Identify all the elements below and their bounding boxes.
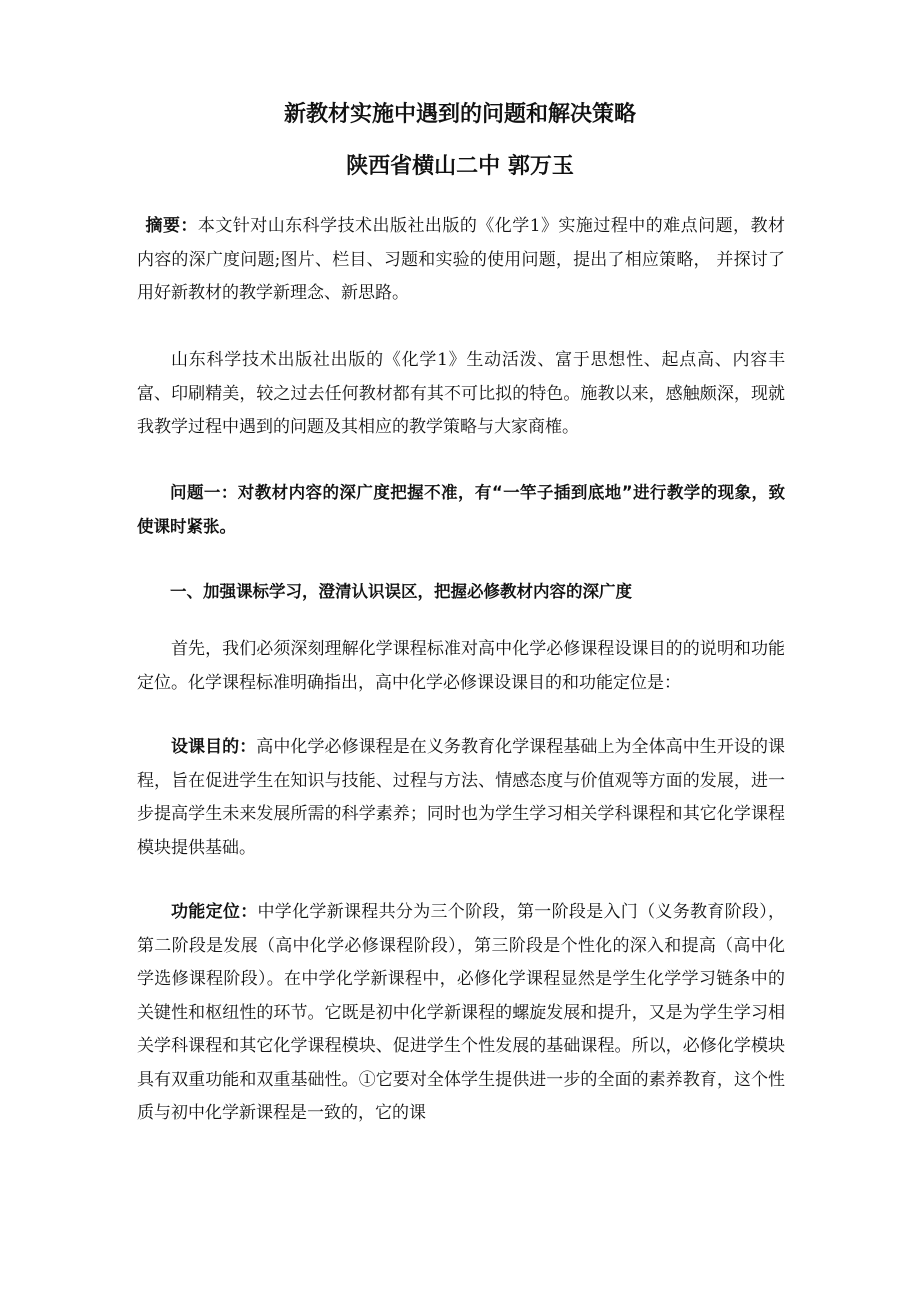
function-text: 中学化学新课程共分为三个阶段，第一阶段是入门（义务教育阶段），第二阶段是发展（高中化学必修课程阶段），第三阶段是个性化的深入和提高（高中化学选修课程阶段）。在中学化学新课程中，必修化学课程显然是学生化学学习链条中的关键性和枢纽性的环节。它既是初中化学新课程的螺旋发展和提升，又是为学生学习相关学科课程和其它化学课程模块、促进学生个性发展的基础课程。所以，必修化学模块具有双重功能和双重基础性。①它要对全体学生提供进一步的全面的素养教育，这个性质与初中化学新课程是一致的，它的课 (137, 902, 785, 1123)
problem-one-heading: 问题一：对教材内容的深广度把握不准，有“一竿子插到底地”进行教学的现象，致使课时紧张。 (137, 483, 785, 536)
purpose-paragraph (137, 731, 785, 865)
purpose-text: 高中化学必修课程是在义务教育化学课程基础上为全体高中生开设的课程，旨在促进学生在知识与技能、过程与方法、情感态度与价值观等方面的发展，进一步提高学生未来发展所需的科学素养；同时也为学生学习相关学科课程和其它化学课程模块提供基础。 (137, 737, 786, 858)
abstract-label: 摘要： (145, 216, 198, 236)
purpose-label: 设课目的： (171, 737, 257, 757)
function-label: 功能定位： (171, 902, 258, 922)
abstract-paragraph (137, 210, 785, 311)
abstract-text: 本文针对山东科学技术出版社出版的《化学1》实施过程中的难点问题，教材内容的深广度问题;图片、栏目、习题和实验的使用问题，提出了相应策略， 并探讨了用好新教材的教学新理念、新思路。 (137, 216, 785, 303)
author-line: 陕西省横山二中 郭万玉 (346, 154, 574, 179)
document-title: 新教材实施中遇到的问题和解决策略 (283, 102, 636, 127)
first-paragraph: 首先，我们必须深刻理解化学课程标准对高中化学必修课程设课目的的说明和功能定位。化学课程标准明确指出，高中化学必修课设课目的和功能定位是： (137, 639, 785, 693)
intro-paragraph: 山东科学技术出版社出版的《化学1》生动活泼、富于思想性、起点高、内容丰富、印刷精美，较之过去任何教材都有其不可比拟的特色。施教以来，感触颇深，现就我教学过程中遇到的问题及其相应的教学策略与大家商榷。 (137, 350, 785, 437)
function-paragraph (137, 896, 785, 1131)
section-one-heading: 一、加强课标学习，澄清认识误区，把握必修教材内容的深广度 (170, 582, 632, 601)
